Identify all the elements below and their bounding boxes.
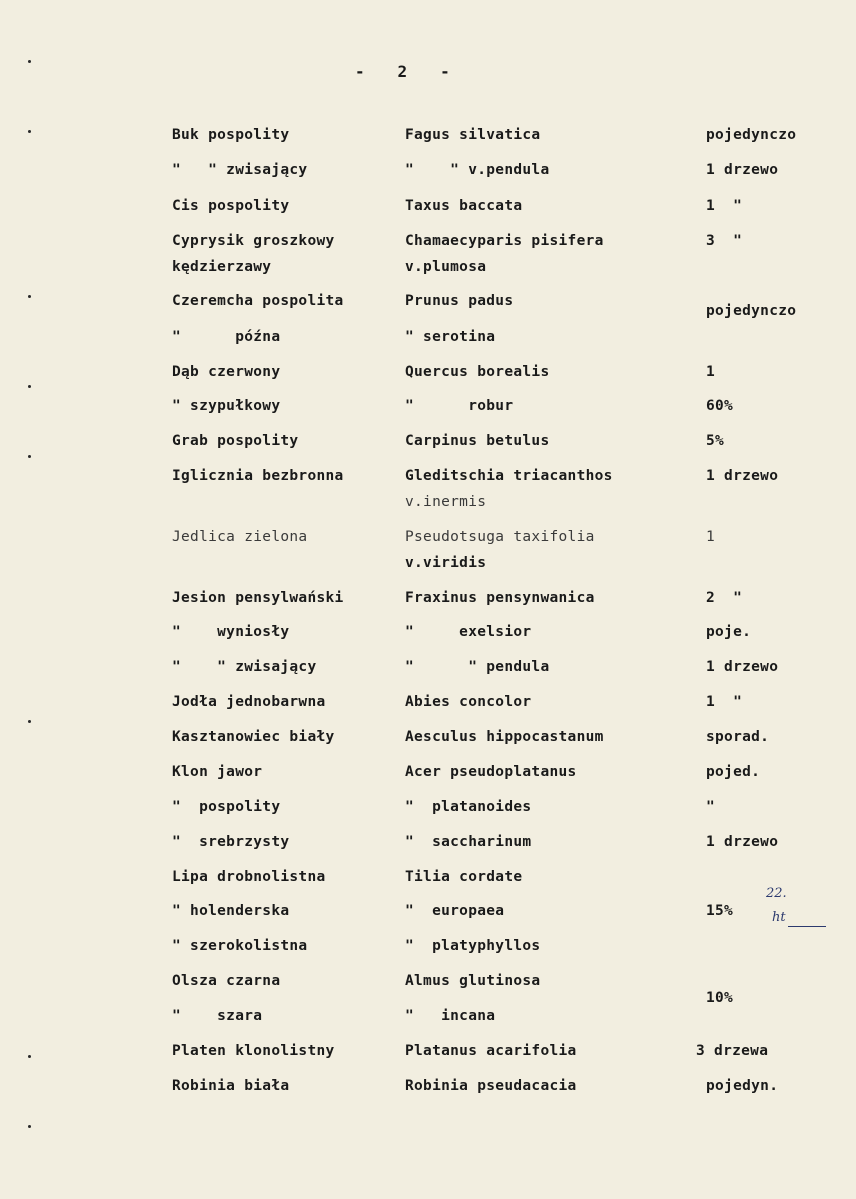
latin-name: Prunus padus <box>405 293 514 309</box>
margin-dot <box>28 60 31 63</box>
latin-name: " robur <box>405 398 514 414</box>
polish-name: Robinia biała <box>172 1078 290 1094</box>
occurrence-note: 10% <box>706 990 734 1006</box>
polish-name: " " zwisający <box>172 659 317 675</box>
polish-name: Grab pospolity <box>172 433 299 449</box>
polish-name: Dąb czerwony <box>172 364 281 380</box>
latin-name: " serotina <box>405 329 496 345</box>
polish-name: Czeremcha pospolita <box>172 293 344 309</box>
latin-name: " " v.pendula <box>405 162 550 178</box>
latin-name: Taxus baccata <box>405 198 523 214</box>
polish-name: Cis pospolity <box>172 198 290 214</box>
occurrence-note: " <box>706 799 716 815</box>
latin-name: Carpinus betulus <box>405 433 550 449</box>
latin-name: " saccharinum <box>405 834 532 850</box>
margin-handwriting: 22. <box>766 886 787 901</box>
occurrence-note: 3 " <box>706 233 743 249</box>
latin-name: Chamaecyparis pisifera <box>405 233 604 249</box>
polish-name: " szerokolistna <box>172 938 308 954</box>
latin-name: " platanoides <box>405 799 532 815</box>
latin-name: " exelsior <box>405 624 532 640</box>
occurrence-note: pojedynczo <box>706 127 797 143</box>
latin-name: Almus glutinosa <box>405 973 541 989</box>
latin-name: v.inermis <box>405 494 487 510</box>
occurrence-note: 1 <box>706 364 716 380</box>
occurrence-note: 2 " <box>706 590 743 606</box>
latin-name: Quercus borealis <box>405 364 550 380</box>
latin-name: Pseudotsuga taxifolia <box>405 529 595 545</box>
handwritten-stroke <box>788 926 826 927</box>
polish-name: " " zwisający <box>172 162 308 178</box>
polish-name: Olsza czarna <box>172 973 281 989</box>
polish-name: Cyprysik groszkowy <box>172 233 335 249</box>
latin-name: Fagus silvatica <box>405 127 541 143</box>
occurrence-note: 3 drzewa <box>696 1043 769 1059</box>
occurrence-note: 1 drzewo <box>706 162 779 178</box>
latin-name: " platyphyllos <box>405 938 541 954</box>
margin-handwriting: ht <box>772 910 786 925</box>
occurrence-note: 1 drzewo <box>706 659 779 675</box>
latin-name: Aesculus hippocastanum <box>405 729 604 745</box>
polish-name: Iglicznia bezbronna <box>172 468 344 484</box>
latin-name: Abies concolor <box>405 694 532 710</box>
latin-name: v.viridis <box>405 555 487 571</box>
latin-name: " incana <box>405 1008 496 1024</box>
polish-name: " holenderska <box>172 903 290 919</box>
polish-name: " późna <box>172 329 281 345</box>
polish-name: kędzierzawy <box>172 259 272 275</box>
occurrence-note: sporad. <box>706 729 770 745</box>
polish-name: Jodła jednobarwna <box>172 694 326 710</box>
latin-name: " europaea <box>405 903 505 919</box>
occurrence-note: 1 " <box>706 694 743 710</box>
latin-name: Robinia pseudacacia <box>405 1078 577 1094</box>
polish-name: Kasztanowiec biały <box>172 729 335 745</box>
polish-name: Klon jawor <box>172 764 263 780</box>
occurrence-note: 60% <box>706 398 734 414</box>
occurrence-note: pojedynczo <box>706 303 797 319</box>
occurrence-note: 1 drzewo <box>706 468 779 484</box>
latin-name: Tilia cordate <box>405 869 523 885</box>
latin-name: " " pendula <box>405 659 550 675</box>
polish-name: Lipa drobnolistna <box>172 869 326 885</box>
occurrence-note: 1 drzewo <box>706 834 779 850</box>
latin-name: Fraxinus pensynwanica <box>405 590 595 606</box>
latin-name: Platanus acarifolia <box>405 1043 577 1059</box>
occurrence-note: 1 " <box>706 198 743 214</box>
occurrence-note: 15% <box>706 903 734 919</box>
polish-name: " wyniosły <box>172 624 290 640</box>
latin-name: Acer pseudoplatanus <box>405 764 577 780</box>
polish-name: Platen klonolistny <box>172 1043 335 1059</box>
polish-name: Buk pospolity <box>172 127 290 143</box>
polish-name: " pospolity <box>172 799 281 815</box>
polish-name: " szara <box>172 1008 263 1024</box>
polish-name: Jesion pensylwański <box>172 590 344 606</box>
polish-name: " szypułkowy <box>172 398 281 414</box>
polish-name: " srebrzysty <box>172 834 290 850</box>
page-number: - 2 - <box>355 62 451 81</box>
occurrence-note: pojed. <box>706 764 761 780</box>
latin-name: Gleditschia triacanthos <box>405 468 613 484</box>
occurrence-note: poje. <box>706 624 752 640</box>
occurrence-note: 1 <box>706 529 716 545</box>
table-row <box>0 1073 856 1153</box>
occurrence-note: 5% <box>706 433 725 449</box>
latin-name: v.plumosa <box>405 259 487 275</box>
polish-name: Jedlica zielona <box>172 529 308 545</box>
occurrence-note: pojedyn. <box>706 1078 779 1094</box>
